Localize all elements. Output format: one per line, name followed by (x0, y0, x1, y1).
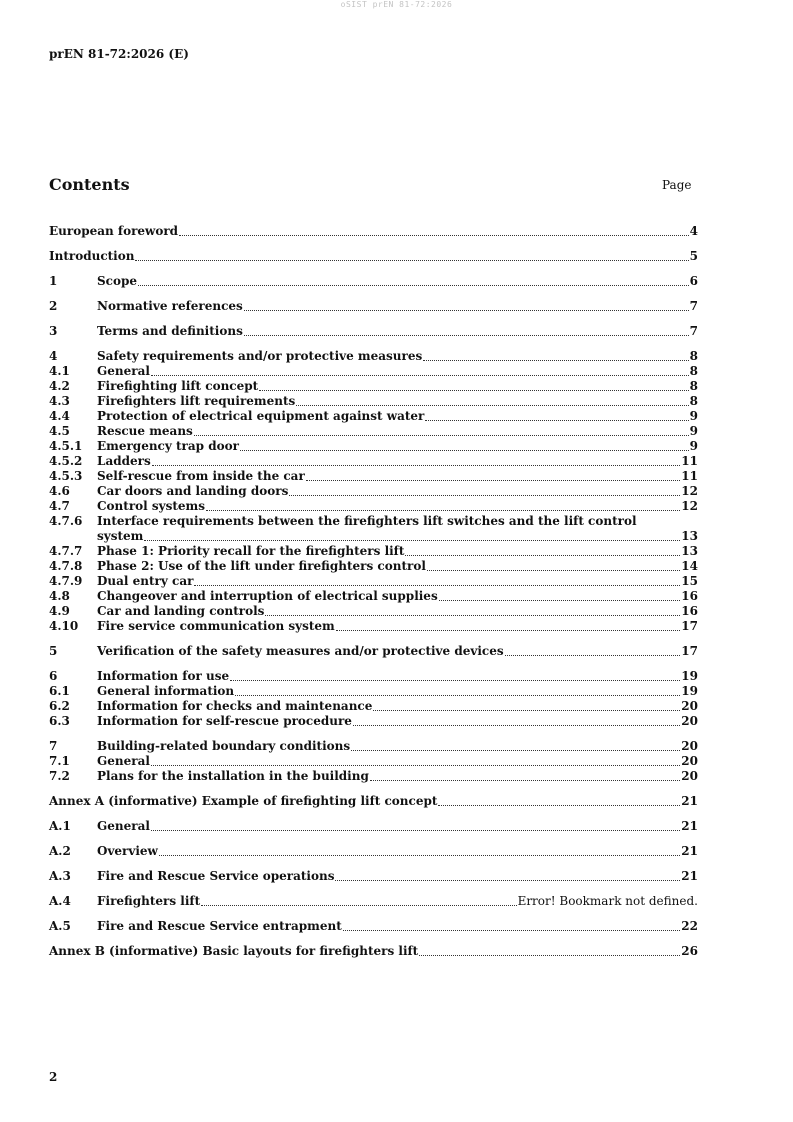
dot-leader (138, 275, 689, 286)
toc-entry-page: 20 (681, 699, 698, 713)
toc-entry-title: Plans for the installation in the building (97, 769, 369, 783)
toc-entry-page: 20 (681, 714, 698, 728)
toc-entry-page: 16 (681, 589, 698, 603)
toc-entry[interactable] (49, 469, 698, 484)
dot-leader (135, 250, 688, 261)
dot-leader (343, 920, 681, 931)
toc-entry-number: A.5 (49, 919, 71, 933)
toc-entry-title: Phase 2: Use of the lift under firefighters control (97, 559, 426, 573)
dot-leader (240, 440, 689, 451)
toc-entry-number: 7.2 (49, 769, 70, 783)
toc-entry-page: 19 (681, 684, 698, 698)
toc-entry-number: 2 (49, 299, 58, 313)
watermark: oSIST prEN 81-72:2026 (340, 0, 453, 9)
toc-entry-title: Introduction (49, 249, 135, 263)
toc-entry-number: 4.8 (49, 589, 70, 603)
toc-entry-page: 11 (681, 469, 698, 483)
toc-entry-number: 1 (49, 274, 58, 288)
dot-leader (151, 820, 680, 831)
toc-entry[interactable] (49, 299, 698, 314)
toc-entry-page: Error! Bookmark not defined. (517, 894, 698, 908)
toc-entry-page: 5 (689, 249, 698, 263)
toc-entry[interactable] (49, 619, 698, 634)
toc-entry-page: 21 (681, 844, 698, 858)
toc-entry-title: Firefighters lift (97, 894, 201, 908)
toc-entry-title: General (97, 819, 150, 833)
toc-entry[interactable] (49, 364, 698, 379)
toc-entry-page: 8 (689, 349, 698, 363)
toc-entry-title: Firefighters lift requirements (97, 394, 296, 408)
toc-entry-title: Phase 1: Priority recall for the firefighters lift (97, 544, 405, 558)
toc-entry-page: 9 (689, 424, 698, 438)
toc-entry-page: 12 (681, 484, 698, 498)
toc-entry-title: Emergency trap door (97, 439, 239, 453)
toc-entry-continuation-line[interactable] (49, 529, 698, 544)
toc-entry-page: 11 (681, 454, 698, 468)
toc-entry-page: 8 (689, 379, 698, 393)
toc-entry-page: 21 (681, 819, 698, 833)
dot-leader (289, 485, 680, 496)
toc-entry[interactable] (49, 589, 698, 604)
dot-leader (152, 455, 681, 466)
toc-entry[interactable] (49, 249, 698, 264)
dot-leader (194, 575, 680, 586)
toc-entry[interactable] (49, 699, 698, 714)
table-of-contents (49, 224, 698, 959)
footer-page-number: 2 (49, 1070, 58, 1084)
toc-entry-title: Annex B (informative) Basic layouts for firefighters lift (49, 944, 419, 958)
dot-leader (373, 700, 680, 711)
toc-entry-number: 4.7.9 (49, 574, 83, 588)
toc-entry-page: 8 (689, 364, 698, 378)
toc-entry[interactable] (49, 424, 698, 439)
toc-entry-number: 6.3 (49, 714, 70, 728)
toc-entry-page: 21 (681, 869, 698, 883)
toc-entry-title: Self-rescue from inside the car (97, 469, 305, 483)
document-id: prEN 81-72:2026 (E) (49, 47, 189, 61)
toc-entry-title: General (97, 364, 150, 378)
toc-entry-title: Overview (97, 844, 158, 858)
dot-leader (336, 620, 681, 631)
dot-leader (427, 560, 680, 571)
toc-entry-title: Safety requirements and/or protective measures (97, 349, 423, 363)
toc-entry-number: 4.7.8 (49, 559, 83, 573)
toc-entry[interactable] (49, 844, 698, 859)
toc-entry-title: Car doors and landing doors (97, 484, 289, 498)
toc-entry[interactable] (49, 514, 698, 529)
toc-entry-page: 6 (689, 274, 698, 288)
toc-entry-title: Firefighting lift concept (97, 379, 259, 393)
dot-leader (259, 380, 688, 391)
dot-leader (244, 325, 689, 336)
toc-entry-page: 8 (689, 394, 698, 408)
toc-entry-number: 6.1 (49, 684, 70, 698)
dot-leader (159, 845, 680, 856)
toc-entry[interactable] (49, 684, 698, 699)
toc-entry-number: 4.10 (49, 619, 79, 633)
toc-entry-page: 22 (681, 919, 698, 933)
toc-entry[interactable] (49, 819, 698, 834)
dot-leader (201, 895, 516, 906)
toc-entry-title: Annex A (informative) Example of firefighting lift concept (49, 794, 438, 808)
toc-entry[interactable] (49, 224, 698, 239)
toc-entry-page: 9 (689, 439, 698, 453)
toc-entry[interactable] (49, 919, 698, 934)
toc-entry-title: Information for self-rescue procedure (97, 714, 352, 728)
toc-entry-number: A.1 (49, 819, 71, 833)
dot-leader (423, 350, 688, 361)
dot-leader (438, 795, 680, 806)
dot-leader (230, 670, 680, 681)
toc-entry-number: 4.6 (49, 484, 70, 498)
toc-entry-page: 17 (681, 644, 698, 658)
toc-entry-number: 4.4 (49, 409, 70, 423)
toc-entry-page: 12 (681, 499, 698, 513)
toc-entry-number: 4.5.3 (49, 469, 83, 483)
toc-entry[interactable] (49, 394, 698, 409)
toc-entry-page: 4 (689, 224, 698, 238)
toc-entry-page: 19 (681, 669, 698, 683)
toc-entry[interactable] (49, 894, 698, 909)
toc-entry-number: 4.7.7 (49, 544, 83, 558)
toc-entry-title: Control systems (97, 499, 205, 513)
toc-entry[interactable] (49, 944, 698, 959)
dot-leader (144, 530, 680, 541)
dot-leader (425, 410, 688, 421)
toc-entry-number: A.4 (49, 894, 71, 908)
toc-entry[interactable] (49, 754, 698, 769)
toc-entry[interactable] (49, 794, 698, 809)
toc-entry-number: 4.3 (49, 394, 70, 408)
toc-entry-number: 4.7.6 (49, 514, 83, 528)
toc-entry[interactable] (49, 409, 698, 424)
dot-leader (351, 740, 680, 751)
toc-entry-number: A.2 (49, 844, 71, 858)
toc-entry[interactable] (49, 379, 698, 394)
toc-entry-page: 7 (689, 299, 698, 313)
toc-entry-title: Rescue means (97, 424, 193, 438)
toc-entry[interactable] (49, 349, 698, 364)
dot-leader (244, 300, 689, 311)
toc-entry[interactable] (49, 574, 698, 589)
toc-entry-page: 15 (681, 574, 698, 588)
toc-entry[interactable] (49, 454, 698, 469)
toc-entry-page: 9 (689, 409, 698, 423)
toc-entry-title: General (97, 754, 150, 768)
toc-entry-number: 7.1 (49, 754, 70, 768)
toc-entry-page: 17 (681, 619, 698, 633)
toc-entry-page: 14 (681, 559, 698, 573)
toc-entry-title: Car and landing controls (97, 604, 265, 618)
toc-entry-number: A.3 (49, 869, 71, 883)
toc-entry-title: Scope (97, 274, 138, 288)
toc-entry-number: 4.5.2 (49, 454, 83, 468)
toc-entry-page: 21 (681, 794, 698, 808)
toc-entry-page: 20 (681, 739, 698, 753)
toc-entry-title: Dual entry car (97, 574, 194, 588)
toc-entry-number: 4 (49, 349, 58, 363)
toc-entry-title: Fire and Rescue Service entrapment (97, 919, 342, 933)
toc-entry-title: Verification of the safety measures and/or protective devices (97, 644, 504, 658)
toc-entry-number: 4.1 (49, 364, 70, 378)
toc-entry-number: 4.5 (49, 424, 70, 438)
toc-entry-title-continuation: system (97, 529, 144, 543)
toc-entry-page: 20 (681, 754, 698, 768)
toc-entry-page: 13 (681, 544, 698, 558)
dot-leader (405, 545, 680, 556)
dot-leader (419, 945, 680, 956)
toc-entry-title: Information for checks and maintenance (97, 699, 373, 713)
toc-entry[interactable] (49, 559, 698, 574)
toc-entry[interactable] (49, 544, 698, 559)
toc-entry-title: Protection of electrical equipment against water (97, 409, 425, 423)
dot-leader (306, 470, 681, 481)
dot-leader (206, 500, 680, 511)
toc-entry-number: 4.5.1 (49, 439, 83, 453)
toc-entry-number: 4.9 (49, 604, 70, 618)
toc-entry-title: Interface requirements between the firefighters lift switches and the lift control (97, 514, 637, 528)
toc-entry[interactable] (49, 869, 698, 884)
dot-leader (151, 755, 680, 766)
toc-entry[interactable] (49, 769, 698, 784)
toc-entry-number: 3 (49, 324, 58, 338)
toc-entry-title: Building-related boundary conditions (97, 739, 351, 753)
toc-entry-title: Information for use (97, 669, 230, 683)
toc-entry-number: 7 (49, 739, 58, 753)
contents-title: Contents (49, 175, 130, 194)
toc-entry-title: General information (97, 684, 235, 698)
dot-leader (265, 605, 680, 616)
toc-entry[interactable] (49, 739, 698, 754)
toc-entry[interactable] (49, 324, 698, 339)
toc-entry-number: 5 (49, 644, 58, 658)
toc-entry[interactable] (49, 644, 698, 659)
dot-leader (370, 770, 680, 781)
toc-entry[interactable] (49, 439, 698, 454)
dot-leader (296, 395, 688, 406)
toc-entry-title: Terms and definitions (97, 324, 243, 338)
toc-entry[interactable] (49, 484, 698, 499)
toc-entry-title: Normative references (97, 299, 243, 313)
toc-entry[interactable] (49, 604, 698, 619)
dot-leader (194, 425, 689, 436)
toc-entry-title: Changeover and interruption of electrical supplies (97, 589, 438, 603)
toc-entry[interactable] (49, 714, 698, 729)
dot-leader (235, 685, 680, 696)
toc-entry-number: 6 (49, 669, 58, 683)
toc-entry-page: 16 (681, 604, 698, 618)
toc-entry[interactable] (49, 274, 698, 289)
dot-leader (179, 225, 689, 236)
toc-entry-number: 4.7 (49, 499, 70, 513)
toc-entry-page: 20 (681, 769, 698, 783)
toc-entry[interactable] (49, 669, 698, 684)
dot-leader (439, 590, 681, 601)
toc-entry-number: 4.2 (49, 379, 70, 393)
page-column-label: Page (662, 178, 692, 192)
toc-entry-page: 26 (681, 944, 698, 958)
toc-entry-page: 7 (689, 324, 698, 338)
toc-entry-number: 6.2 (49, 699, 70, 713)
toc-entry-title: Fire service communication system (97, 619, 335, 633)
toc-entry[interactable] (49, 499, 698, 514)
toc-entry-title: Ladders (97, 454, 151, 468)
toc-entry-page: 13 (681, 529, 698, 543)
dot-leader (151, 365, 689, 376)
dot-leader (335, 870, 680, 881)
toc-entry-title: Fire and Rescue Service operations (97, 869, 335, 883)
dot-leader (505, 645, 681, 656)
toc-entry-title: European foreword (49, 224, 179, 238)
dot-leader (353, 715, 680, 726)
